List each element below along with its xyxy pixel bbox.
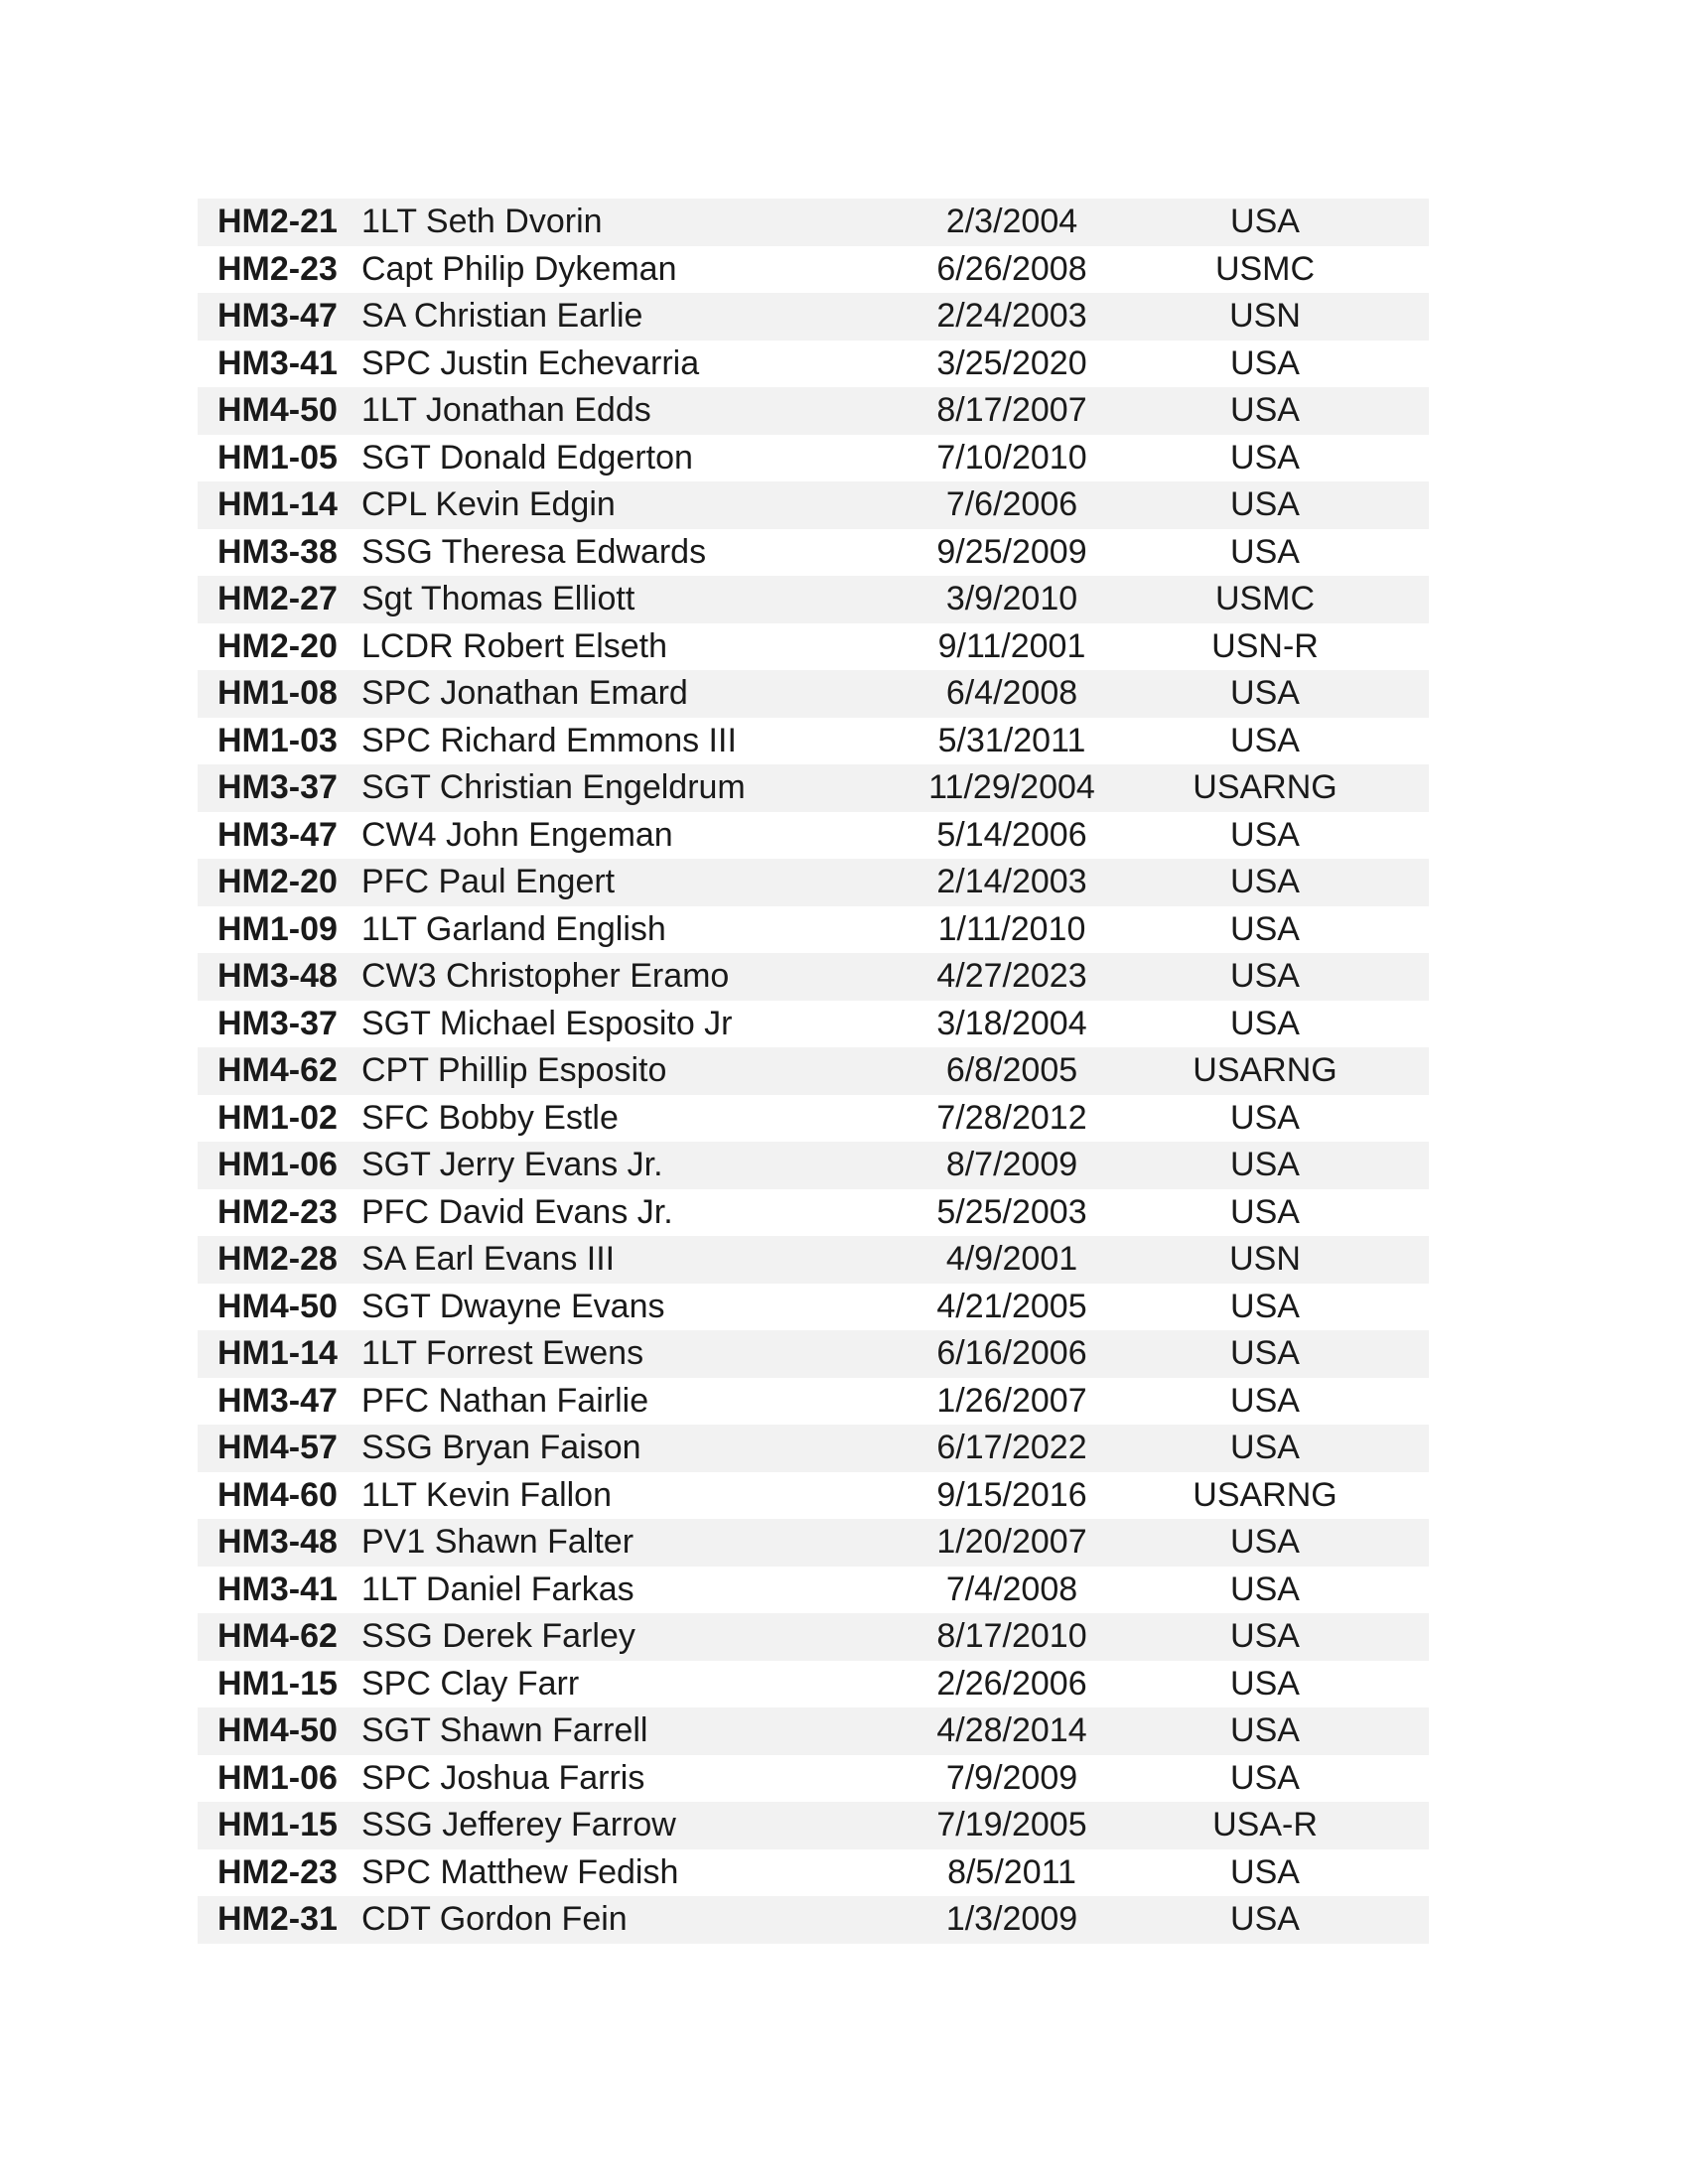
date-of-death: 5/25/2003	[936, 1192, 1087, 1231]
table-row	[198, 812, 1429, 860]
table-row	[198, 435, 1429, 482]
date-of-death: 6/17/2022	[936, 1429, 1087, 1466]
date-of-death: 6/16/2006	[936, 1334, 1087, 1372]
table-row	[198, 1802, 1429, 1849]
service-branch: USA	[1230, 203, 1300, 240]
service-member-name: 1LT Seth Dvorin	[361, 203, 603, 240]
service-branch: USARNG	[1193, 1051, 1337, 1089]
memorial-code: HM4-62	[217, 1617, 338, 1655]
service-member-name: SGT Donald Edgerton	[361, 438, 693, 477]
date-of-death: 5/14/2006	[936, 815, 1087, 854]
memorial-code: HM4-60	[217, 1475, 338, 1514]
memorial-code: HM2-27	[217, 580, 338, 617]
date-of-death: 5/31/2011	[937, 721, 1086, 759]
memorial-code: HM3-41	[217, 343, 338, 382]
table-row	[198, 246, 1429, 294]
date-of-death: 7/10/2010	[936, 438, 1087, 477]
service-branch: USN	[1229, 297, 1301, 335]
service-member-name: SGT Christian Engeldrum	[361, 768, 746, 806]
service-branch: USARNG	[1193, 768, 1337, 806]
service-member-name: 1LT Daniel Farkas	[361, 1570, 634, 1608]
service-member-name: SPC Justin Echevarria	[361, 343, 700, 382]
service-member-name: SFC Bobby Estle	[361, 1098, 619, 1137]
date-of-death: 3/9/2010	[945, 580, 1078, 617]
table-row	[198, 1519, 1429, 1567]
table-row	[198, 718, 1429, 765]
memorial-code: HM1-06	[217, 1758, 338, 1797]
service-member-name: CPL Kevin Edgin	[361, 485, 616, 523]
table-row	[198, 1707, 1429, 1755]
date-of-death: 7/19/2005	[936, 1806, 1087, 1843]
date-of-death: 8/5/2011	[947, 1852, 1076, 1891]
table-row	[198, 1001, 1429, 1048]
memorial-code: HM3-37	[217, 1004, 338, 1042]
table-row	[198, 1896, 1429, 1944]
memorial-code: HM2-21	[217, 203, 338, 240]
memorial-code: HM1-14	[217, 485, 338, 523]
memorial-code: HM3-48	[217, 957, 338, 995]
service-branch: USA	[1230, 863, 1300, 900]
date-of-death: 4/28/2014	[936, 1711, 1087, 1749]
memorial-code: HM3-48	[217, 1523, 338, 1561]
date-of-death: 4/9/2001	[945, 1240, 1078, 1278]
memorial-code: HM3-47	[217, 1381, 338, 1420]
table-row	[198, 859, 1429, 906]
memorial-code: HM4-50	[217, 391, 338, 429]
service-member-name: PV1 Shawn Falter	[361, 1523, 634, 1561]
memorial-code: HM4-50	[217, 1287, 338, 1325]
service-member-name: LCDR Robert Elseth	[361, 626, 668, 665]
service-member-name: SPC Joshua Farris	[361, 1758, 645, 1797]
service-member-name: CPT Phillip Esposito	[361, 1051, 667, 1089]
memorial-code: HM2-20	[217, 863, 338, 900]
date-of-death: 8/17/2007	[936, 391, 1087, 429]
service-branch: USA	[1230, 391, 1300, 429]
table-row	[198, 1142, 1429, 1189]
service-branch: USA	[1230, 1617, 1300, 1655]
date-of-death: 3/18/2004	[936, 1004, 1087, 1042]
date-of-death: 7/6/2006	[945, 485, 1078, 523]
table-row	[198, 670, 1429, 718]
memorial-code: HM4-62	[217, 1051, 338, 1089]
date-of-death: 11/29/2004	[928, 768, 1095, 806]
service-branch: USMC	[1214, 249, 1316, 288]
memorial-code: HM2-28	[217, 1240, 338, 1278]
service-branch: USA	[1230, 815, 1300, 854]
memorial-code: HM2-23	[217, 249, 338, 288]
table-row	[198, 199, 1429, 246]
service-member-name: PFC David Evans Jr.	[361, 1192, 673, 1231]
table-row	[198, 1613, 1429, 1661]
table-row	[198, 906, 1429, 954]
date-of-death: 1/3/2009	[945, 1900, 1078, 1938]
service-member-name: SSG Theresa Edwards	[361, 532, 707, 571]
service-member-name: SGT Michael Esposito Jr	[361, 1004, 733, 1042]
date-of-death: 3/25/2020	[936, 343, 1087, 382]
table-row	[198, 1472, 1429, 1520]
memorial-code: HM1-08	[217, 674, 338, 712]
service-member-name: SPC Matthew Fedish	[361, 1852, 679, 1891]
service-branch: USA	[1230, 721, 1300, 759]
service-member-name: PFC Nathan Fairlie	[361, 1381, 649, 1420]
date-of-death: 6/8/2005	[945, 1051, 1078, 1089]
date-of-death: 9/11/2001	[937, 626, 1086, 665]
service-branch: USA	[1230, 1711, 1300, 1749]
memorial-code: HM1-06	[217, 1146, 338, 1183]
service-member-name: SSG Jefferey Farrow	[361, 1806, 676, 1843]
memorial-code: HM2-20	[217, 626, 338, 665]
memorial-code: HM3-37	[217, 768, 338, 806]
service-branch: USA	[1230, 1664, 1300, 1703]
date-of-death: 2/26/2006	[936, 1664, 1087, 1703]
memorial-code: HM3-47	[217, 297, 338, 335]
service-member-name: 1LT Forrest Ewens	[361, 1334, 644, 1372]
service-member-name: SPC Jonathan Emard	[361, 674, 688, 712]
memorial-code: HM3-38	[217, 532, 338, 571]
memorial-code: HM2-23	[217, 1192, 338, 1231]
service-branch: USA	[1230, 1523, 1300, 1561]
service-branch: USMC	[1214, 580, 1316, 617]
memorial-code: HM3-41	[217, 1570, 338, 1608]
table-row	[198, 764, 1429, 812]
table-row	[198, 953, 1429, 1001]
date-of-death: 4/21/2005	[936, 1287, 1087, 1325]
service-member-name: Sgt Thomas Elliott	[361, 580, 635, 617]
service-member-name: SGT Shawn Farrell	[361, 1711, 648, 1749]
date-of-death: 7/9/2009	[945, 1758, 1078, 1797]
table-row	[198, 529, 1429, 577]
service-member-name: PFC Paul Engert	[361, 863, 616, 900]
table-row	[198, 293, 1429, 341]
service-branch: USA	[1230, 1098, 1300, 1137]
memorial-code: HM4-57	[217, 1429, 338, 1466]
service-member-name: SA Christian Earlie	[361, 297, 643, 335]
roster-table	[198, 199, 1429, 1944]
table-row	[198, 481, 1429, 529]
service-branch: USA	[1230, 1570, 1300, 1608]
table-row	[198, 1755, 1429, 1803]
date-of-death: 9/15/2016	[936, 1475, 1087, 1514]
table-row	[198, 1189, 1429, 1237]
date-of-death: 6/26/2008	[936, 249, 1087, 288]
service-member-name: CW4 John Engeman	[361, 815, 673, 854]
service-branch: USA	[1230, 909, 1300, 948]
memorial-code: HM3-47	[217, 815, 338, 854]
table-row	[198, 387, 1429, 435]
service-member-name: SSG Derek Farley	[361, 1617, 635, 1655]
memorial-code: HM4-50	[217, 1711, 338, 1749]
service-member-name: 1LT Jonathan Edds	[361, 391, 651, 429]
date-of-death: 1/20/2007	[936, 1523, 1087, 1561]
table-row	[198, 1095, 1429, 1143]
table-row	[198, 341, 1429, 388]
service-member-name: Capt Philip Dykeman	[361, 249, 677, 288]
date-of-death: 1/26/2007	[936, 1381, 1087, 1420]
table-row	[198, 1284, 1429, 1331]
service-branch: USA	[1230, 1004, 1300, 1042]
service-member-name: CW3 Christopher Eramo	[361, 957, 730, 995]
date-of-death: 4/27/2023	[936, 957, 1087, 995]
table-row	[198, 1425, 1429, 1472]
service-branch: USA	[1230, 957, 1300, 995]
service-member-name: CDT Gordon Fein	[361, 1900, 628, 1938]
date-of-death: 8/7/2009	[945, 1146, 1078, 1183]
service-branch: USA	[1230, 532, 1300, 571]
service-branch: USA	[1230, 1900, 1300, 1938]
service-member-name: 1LT Kevin Fallon	[361, 1475, 612, 1514]
table-row	[198, 1378, 1429, 1426]
date-of-death: 6/4/2008	[945, 674, 1078, 712]
service-branch: USA	[1230, 1192, 1300, 1231]
service-member-name: 1LT Garland English	[361, 909, 666, 948]
table-row	[198, 1047, 1429, 1095]
table-row	[198, 1661, 1429, 1708]
memorial-code: HM1-03	[217, 721, 338, 759]
memorial-code: HM2-23	[217, 1852, 338, 1891]
date-of-death: 7/4/2008	[945, 1570, 1078, 1608]
date-of-death: 2/3/2004	[945, 203, 1078, 240]
service-branch: USA	[1230, 1287, 1300, 1325]
service-branch: USA	[1230, 1429, 1300, 1466]
service-branch: USA	[1230, 1146, 1300, 1183]
service-branch: USA	[1230, 1381, 1300, 1420]
service-branch: USN	[1229, 1240, 1301, 1278]
memorial-code: HM2-31	[217, 1900, 338, 1938]
date-of-death: 7/28/2012	[936, 1098, 1087, 1137]
service-branch: USA	[1230, 438, 1300, 477]
table-row	[198, 623, 1429, 671]
memorial-code: HM1-02	[217, 1098, 338, 1137]
service-branch: USA	[1230, 1852, 1300, 1891]
table-row	[198, 576, 1429, 623]
service-member-name: SPC Clay Farr	[361, 1664, 580, 1703]
table-row	[198, 1236, 1429, 1284]
service-branch: USA	[1230, 1334, 1300, 1372]
service-branch: USA	[1230, 1758, 1300, 1797]
date-of-death: 2/24/2003	[936, 297, 1087, 335]
service-member-name: SA Earl Evans III	[361, 1240, 616, 1278]
service-member-name: SSG Bryan Faison	[361, 1429, 641, 1466]
date-of-death: 1/11/2010	[937, 909, 1086, 948]
memorial-code: HM1-14	[217, 1334, 338, 1372]
memorial-code: HM1-09	[217, 909, 338, 948]
service-branch: USN-R	[1211, 626, 1319, 665]
service-branch: USA	[1230, 485, 1300, 523]
date-of-death: 2/14/2003	[936, 863, 1087, 900]
date-of-death: 9/25/2009	[936, 532, 1087, 571]
service-branch: USARNG	[1193, 1475, 1337, 1514]
service-branch: USA	[1230, 674, 1300, 712]
table-row	[198, 1849, 1429, 1897]
memorial-code: HM1-15	[217, 1806, 338, 1843]
date-of-death: 8/17/2010	[936, 1617, 1087, 1655]
memorial-code: HM1-15	[217, 1664, 338, 1703]
service-member-name: SGT Dwayne Evans	[361, 1287, 665, 1325]
service-member-name: SGT Jerry Evans Jr.	[361, 1146, 663, 1183]
service-branch: USA-R	[1212, 1806, 1318, 1843]
service-branch: USA	[1230, 343, 1300, 382]
service-member-name: SPC Richard Emmons III	[361, 721, 737, 759]
table-row	[198, 1330, 1429, 1378]
memorial-code: HM1-05	[217, 438, 338, 477]
table-row	[198, 1567, 1429, 1614]
